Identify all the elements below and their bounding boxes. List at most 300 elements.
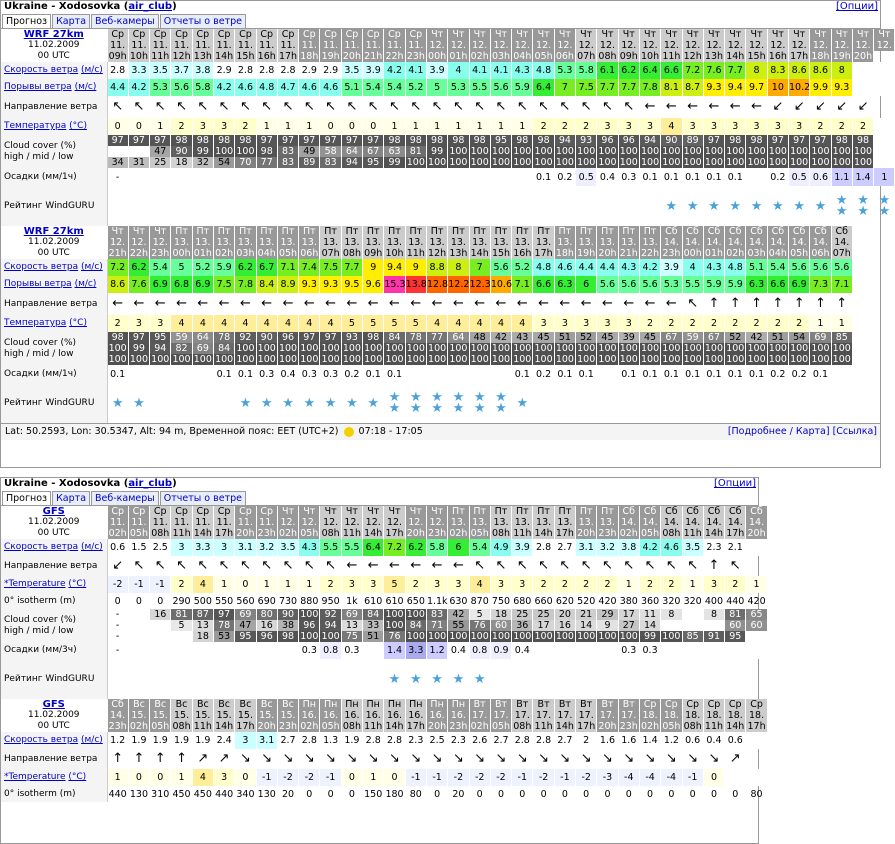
cloud-value-cc_m: 64	[342, 146, 362, 157]
rating-cell	[703, 383, 724, 423]
cloud-value-cc_m: 100	[470, 343, 489, 354]
cloud-cell	[639, 332, 660, 365]
row-label-cloud-cover	[1, 332, 107, 365]
rating-cell	[661, 659, 682, 699]
unit-link[interactable]: (м/с)	[81, 65, 103, 75]
rating-star-icon: ★	[857, 193, 869, 208]
temperature-cell	[746, 769, 767, 786]
cloud-value-cc_l: 75	[342, 631, 362, 642]
cloud-value-cc_h: 97	[129, 332, 149, 343]
wind-direction-cell	[150, 749, 171, 769]
wind-gust-cell: 5.6	[639, 276, 660, 293]
time-cell: 11.	[235, 40, 256, 51]
cloud-value-cc_l: 99	[384, 157, 404, 168]
tab-webcams[interactable]: Веб-камеры	[91, 491, 159, 505]
time-cell: 14.	[810, 237, 831, 248]
wind-gust-cell: 5.3	[448, 79, 469, 96]
wind-speed-cell: 1.9	[150, 732, 171, 749]
temperature-cell: 3	[554, 315, 575, 332]
time-cell: 14.	[107, 710, 128, 721]
rating-cell	[725, 186, 746, 226]
time-cell: 16h	[257, 51, 276, 62]
wind-gust-cell: 5.6	[171, 79, 192, 96]
wind-direction-arrow-icon: ←	[346, 296, 358, 311]
time-cell: 15.	[171, 710, 192, 721]
cloud-value-cc_l: 100	[406, 631, 425, 642]
time-cell: 20h	[406, 528, 425, 539]
wind-direction-cell	[171, 293, 192, 315]
tab-reports[interactable]: Отчеты о ветре	[160, 491, 246, 505]
time-cell: Пт	[597, 506, 618, 517]
time-cell: 17h	[790, 51, 809, 62]
rating-star-icon: ★	[346, 395, 358, 411]
cloud-value-cc_m: 100	[449, 343, 468, 354]
temperature-cell: 0	[107, 118, 128, 135]
isotherm-cell: 560	[235, 593, 256, 609]
time-cell: 13.	[512, 237, 533, 248]
cloud-value-cc_l: 100	[790, 157, 809, 168]
wind-speed-cell: 2.8	[384, 732, 405, 749]
row-isotherm	[1, 786, 767, 802]
model-link[interactable]: GFS	[42, 699, 65, 710]
precipitation-cell: 0.1	[725, 168, 746, 186]
wind-gust-cell: 5.9	[512, 79, 533, 96]
rating-star-icon: ★	[708, 198, 720, 214]
temperature-cell: -4	[639, 769, 660, 786]
wind-direction-arrow-icon: ↖	[623, 558, 635, 573]
wind-gust-cell: 5.6	[597, 276, 618, 293]
cloud-value-cc_h: 100	[385, 609, 404, 620]
time-cell: Чт	[597, 29, 618, 40]
time-cell: 11h	[406, 248, 425, 259]
cloud-value-cc_m: 100	[683, 146, 702, 157]
cloud-value-cc_l: 100	[428, 157, 447, 168]
wind-direction-arrow-icon: ↙	[772, 99, 784, 114]
wind-direction-arrow-icon: ↑	[112, 751, 124, 766]
cloud-value-cc_m: 17	[533, 620, 553, 631]
model-link[interactable]: WRF 27km	[23, 29, 84, 40]
cloud-value-cc_h: 84	[384, 332, 404, 343]
wind-gust-cell: 5.3	[150, 79, 171, 96]
time-cell: Пт	[256, 226, 277, 237]
row-label-text[interactable]: Температура	[4, 121, 67, 131]
time-cell: 14h	[193, 528, 212, 539]
cloud-value-cc_m: 100	[236, 146, 255, 157]
wind-speed-cell: 1.9	[341, 732, 362, 749]
permalink[interactable]: [Ссылка]	[832, 426, 877, 437]
time-cell: Вс	[192, 699, 213, 710]
cloud-value-cc_m: 100	[577, 343, 596, 354]
wind-speed-cell: 7.6	[703, 62, 724, 79]
cloud-value-cc_h: 97	[214, 609, 234, 620]
wind-gust-cell: 9.9	[810, 79, 831, 96]
unit-link[interactable]: (м/с)	[81, 262, 103, 272]
time-cell: 14h	[470, 248, 489, 259]
run-utc: 00 UTC	[37, 528, 70, 538]
time-cell: Чт	[874, 29, 895, 40]
wind-direction-cell	[810, 293, 831, 315]
row-rating	[1, 186, 895, 226]
wind-direction-arrow-icon: ←	[218, 296, 230, 311]
time-cell: Ср	[363, 29, 384, 40]
row-label-text: Направление ветра	[4, 753, 98, 764]
cloud-value-cc_h: 96	[619, 135, 639, 146]
temperature-cell: 2	[831, 118, 852, 135]
wind-direction-arrow-icon: ←	[367, 558, 379, 573]
time-cell: 02h	[300, 721, 319, 732]
unit-link[interactable]: (°C)	[68, 772, 87, 782]
cloud-value-cc_h: 45	[640, 332, 660, 343]
precipitation-cell: 0.3	[341, 642, 362, 659]
wind-direction-cell	[107, 293, 128, 315]
cloud-value-cc_h: 97	[704, 135, 724, 146]
rating-cell	[213, 186, 234, 226]
user-link[interactable]: air_club	[128, 478, 173, 489]
row-label-text[interactable]: *Temperature	[4, 579, 66, 589]
time-cell: 18h	[555, 248, 574, 259]
wind-speed-cell: 6.2	[128, 259, 149, 276]
precipitation-cell	[746, 642, 767, 659]
time-cell: 15.	[235, 710, 256, 721]
time-cell: 17h	[555, 528, 574, 539]
unit-link[interactable]: (м/с)	[74, 279, 97, 289]
precipitation-cell	[682, 642, 703, 659]
temperature-cell: 3	[703, 576, 724, 593]
wind-speed-cell: 3.9	[512, 539, 533, 556]
wind-gust-cell: 7.7	[597, 79, 618, 96]
wind-direction-arrow-icon: ↗	[218, 751, 230, 766]
rating-cell	[597, 383, 618, 423]
wind-speed-cell: 0.6	[682, 732, 703, 749]
cloud-value-cc_h: 97	[108, 135, 128, 146]
wind-direction-cell	[277, 749, 298, 769]
run-date: 11.02.2009	[27, 710, 80, 720]
time-cell: 17h	[215, 528, 234, 539]
precipitation-cell: 1	[874, 168, 895, 186]
details-link[interactable]: [Подробнее / Карта]	[727, 426, 830, 437]
precipitation-cell	[341, 168, 362, 186]
options-link[interactable]: [Опции]	[713, 478, 756, 489]
wind-gust-cell: 4.2	[128, 79, 149, 96]
cloud-value-cc_h: 92	[320, 609, 340, 620]
rating-star-icon: ★	[388, 390, 401, 405]
rating-star-icon: ★	[835, 193, 848, 208]
wind-speed-cell: 7.2	[384, 539, 405, 556]
wind-direction-cell	[831, 96, 852, 118]
time-cell: 17h	[385, 528, 404, 539]
time-cell: 10h	[129, 51, 148, 62]
cloud-value-cc_m: 100	[811, 146, 830, 157]
unit-link[interactable]: (°C)	[69, 318, 87, 328]
wind-direction-cell	[512, 96, 533, 118]
time-cell: Сб	[725, 226, 746, 237]
rating-star-icon: ★	[814, 198, 827, 214]
temperature-cell: 4	[277, 315, 298, 332]
model-link[interactable]: WRF 27km	[23, 226, 84, 237]
time-cell: 01h	[449, 51, 468, 62]
precipitation-cell: 0.4	[448, 642, 469, 659]
wind-direction-cell	[299, 556, 320, 576]
row-label-text[interactable]: Скорость ветра	[4, 65, 79, 75]
cloud-value-cc_h: 77	[427, 332, 447, 343]
time-cell: 20h	[598, 721, 617, 732]
rating-cell	[171, 383, 192, 423]
wind-gust-cell: 8.9	[277, 276, 298, 293]
wind-direction-cell	[725, 749, 746, 769]
isotherm-cell: 440	[213, 786, 234, 802]
time-cell: Пт	[277, 226, 298, 237]
wind-speed-cell: 3.3	[192, 539, 213, 556]
row-label-text[interactable]: Скорость ветра	[4, 735, 79, 745]
rating-star-icon: ★	[452, 390, 465, 405]
wind-speed-cell: 1.9	[192, 732, 213, 749]
time-cell: Чт	[384, 506, 405, 517]
isotherm-cell: 0	[725, 786, 746, 802]
wind-speed-cell: 1.5	[128, 539, 149, 556]
row-label-text[interactable]: Скорость ветра	[4, 262, 79, 272]
wind-direction-arrow-icon: ←	[495, 296, 507, 311]
header-row	[1, 517, 767, 528]
wind-speed-cell: 4.3	[618, 259, 639, 276]
precipitation-cell: 0.2	[789, 365, 810, 383]
unit-link[interactable]: (м/с)	[81, 542, 103, 552]
cloud-value-cc_l: 100	[151, 354, 170, 365]
row-label-text[interactable]: Скорость ветра	[4, 542, 79, 552]
options-link[interactable]: [Опции]	[835, 1, 878, 12]
wind-gust-cell: 4.4	[107, 79, 128, 96]
time-cell: 18h	[811, 51, 830, 62]
time-cell: 02h	[278, 528, 298, 539]
wind-gust-cell: 13.8	[405, 276, 426, 293]
time-cell: 14h	[364, 528, 383, 539]
wind-direction-arrow-icon: ↖	[665, 558, 677, 573]
wind-speed-cell	[746, 539, 767, 556]
wind-direction-arrow-icon: ↖	[516, 558, 528, 573]
unit-link[interactable]: (°C)	[69, 121, 87, 131]
cloud-value-cc_h: 85	[832, 332, 852, 343]
temperature-cell: 3	[213, 769, 234, 786]
temperature-cell: -2	[533, 769, 554, 786]
row-label-text: Рейтинг WindGURU	[4, 673, 95, 684]
time-cell: 11.	[213, 517, 234, 528]
cloud-value-cc_l: 100	[428, 354, 447, 365]
cloud-cell	[192, 332, 213, 365]
time-cell: 23h	[662, 248, 681, 259]
cloud-cell	[363, 609, 384, 642]
wind-direction-arrow-icon: ↘	[452, 751, 464, 766]
wind-speed-cell: 4.8	[725, 259, 746, 276]
time-cell: Пт	[597, 226, 618, 237]
rating-cell	[320, 383, 341, 423]
wind-direction-arrow-icon: ↖	[559, 558, 571, 573]
time-cell: 14.	[703, 517, 724, 528]
wind-direction-cell	[384, 556, 405, 576]
cloud-cell	[597, 609, 618, 642]
tab-reports[interactable]: Отчеты о ветре	[160, 14, 246, 28]
wind-direction-cell	[490, 749, 511, 769]
precipitation-cell	[150, 642, 171, 659]
wind-direction-cell	[277, 96, 298, 118]
row-label-text: Cloud cover (%)	[4, 337, 77, 348]
rating-cell	[235, 659, 256, 699]
wind-direction-arrow-icon: ↘	[431, 751, 443, 766]
cloud-value-cc_h: 59	[683, 332, 703, 343]
cloud-value-cc_m: 100	[257, 343, 276, 354]
forecast-table	[1, 699, 768, 802]
wind-direction-cell	[171, 96, 192, 118]
row-label-temperature	[1, 769, 107, 786]
wind-gust-cell: 6.6	[533, 276, 554, 293]
time-cell: 13.	[554, 237, 575, 248]
precipitation-cell	[426, 365, 447, 383]
wind-gust-cell: 6.6	[767, 276, 788, 293]
rating-cell	[192, 186, 213, 226]
wind-gust-cell: 8.4	[256, 276, 277, 293]
time-cell: Чт	[426, 29, 447, 40]
wind-direction-cell	[192, 293, 213, 315]
time-cell: Пт	[341, 226, 362, 237]
cloud-value-cc_m: 100	[598, 146, 617, 157]
cloud-value-cc_m: 100	[215, 146, 234, 157]
time-cell: 23h	[151, 248, 170, 259]
row-wind-direction	[1, 556, 767, 576]
time-cell: 14.	[746, 237, 767, 248]
rating-cell	[150, 186, 171, 226]
cloud-value-cc_l: 100	[598, 157, 617, 168]
rating-cell	[490, 383, 511, 423]
time-cell: Чт	[107, 226, 128, 237]
wind-direction-arrow-icon: ↘	[474, 751, 486, 766]
tab-forecast[interactable]: Прогноз	[2, 14, 51, 28]
time-cell: 12h	[172, 51, 191, 62]
cloud-value-cc_m: 100	[428, 343, 447, 354]
row-label-wind-speed	[1, 732, 107, 749]
temperature-cell: 3	[639, 118, 660, 135]
row-label-wind-gust	[1, 276, 107, 293]
precipitation-cell: 0.3	[299, 365, 320, 383]
time-cell: 12.	[554, 40, 575, 51]
cloud-value-cc_m: 100	[470, 146, 489, 157]
cloud-value-cc_l: 100	[513, 157, 532, 168]
temperature-cell: 1	[512, 118, 533, 135]
cloud-value-cc_m: 55	[448, 620, 468, 631]
cloud-value-cc_m: 71	[427, 620, 447, 631]
unit-link[interactable]: (°C)	[68, 579, 87, 589]
time-cell: 12.	[299, 517, 320, 528]
rating-cell	[150, 383, 171, 423]
precipitation-cell	[363, 168, 384, 186]
temperature-cell: 5	[341, 315, 362, 332]
tab-map[interactable]: Карта	[52, 491, 90, 505]
cloud-value-cc_m: 100	[853, 146, 873, 157]
time-cell: Пт	[554, 226, 575, 237]
cloud-cell	[405, 135, 426, 168]
tab-webcams[interactable]: Веб-камеры	[91, 14, 159, 28]
cloud-value-cc_m: 100	[513, 343, 532, 354]
precipitation-cell: 0.2	[554, 168, 575, 186]
cloud-value-cc_h: 69	[810, 332, 830, 343]
cloud-cell	[490, 332, 511, 365]
cloud-cell	[405, 609, 426, 642]
forecast-table	[1, 29, 895, 226]
rating-cell	[299, 383, 320, 423]
time-cell: Чт	[448, 29, 469, 40]
wind-speed-cell: 1.6	[618, 732, 639, 749]
user-link[interactable]: air_club	[128, 1, 173, 12]
cloud-cell	[554, 135, 575, 168]
temperature-cell: 4	[469, 315, 490, 332]
cloud-value-cc_l: 91	[704, 631, 724, 642]
time-cell: Сб	[810, 226, 831, 237]
wind-direction-arrow-icon: ←	[176, 296, 187, 311]
row-label-text[interactable]: *Temperature	[4, 772, 66, 782]
wind-speed-cell: 4	[682, 259, 703, 276]
rating-star-icon: ★	[750, 198, 763, 214]
cloud-value-cc_h: 96	[278, 332, 298, 343]
wind-direction-arrow-icon: ↑	[729, 296, 741, 311]
cloud-cell	[639, 609, 660, 642]
temperature-cell: -1	[554, 769, 575, 786]
cloud-value-cc_l: 100	[491, 631, 511, 642]
time-cell: Вт	[597, 699, 618, 710]
cloud-value-cc_l: 100	[449, 631, 468, 642]
cloud-value-cc_l: 100	[811, 354, 830, 365]
row-label-text[interactable]: Температура	[4, 318, 67, 328]
precipitation-cell	[576, 642, 597, 659]
wind-direction-arrow-icon: ←	[389, 296, 400, 311]
temperature-cell: 5	[384, 576, 405, 593]
temperature-cell: 1	[469, 118, 490, 135]
model-link[interactable]: GFS	[42, 506, 65, 517]
isotherm-cell: 0	[469, 786, 490, 802]
wind-direction-cell	[682, 293, 703, 315]
cloud-value-cc_l: 99	[640, 631, 660, 642]
tab-forecast[interactable]: Прогноз	[2, 491, 51, 505]
wind-speed-cell: 4.1	[469, 62, 490, 79]
rating-cell	[554, 186, 575, 226]
wind-direction-arrow-icon: ←	[729, 99, 741, 114]
cloud-value-cc_h: 59	[171, 332, 191, 343]
row-label-text[interactable]: Порывы ветра	[4, 279, 72, 289]
cloud-cell	[661, 332, 682, 365]
temperature-cell: 1	[831, 315, 852, 332]
rating-cell	[533, 383, 554, 423]
wind-speed-cell: 2.7	[277, 732, 298, 749]
cloud-value-cc_l: 100	[768, 157, 787, 168]
time-cell: 15h	[236, 51, 255, 62]
time-cell: 11.	[384, 40, 405, 51]
wind-speed-cell: 5.9	[213, 259, 234, 276]
precipitation-cell: 0.5	[576, 168, 597, 186]
time-cell: 06h	[811, 248, 830, 259]
wind-gust-cell: 5.9	[703, 276, 724, 293]
unit-link[interactable]: (м/с)	[81, 735, 103, 745]
time-cell: 04h	[513, 51, 532, 62]
wind-direction-cell	[661, 749, 682, 769]
wind-direction-arrow-icon: ↘	[580, 751, 592, 766]
wind-speed-cell: 2.5	[426, 732, 447, 749]
time-cell: 17.	[597, 710, 618, 721]
tab-map[interactable]: Карта	[52, 14, 90, 28]
time-cell: 09h	[619, 51, 638, 62]
wind-direction-arrow-icon: ↑	[708, 558, 720, 573]
time-cell: 14h	[215, 721, 234, 732]
isotherm-cell: 690	[256, 593, 277, 609]
unit-link[interactable]: (м/с)	[74, 82, 97, 92]
row-label-text[interactable]: Порывы ветра	[4, 82, 72, 92]
cloud-value-cc_h	[683, 609, 703, 620]
time-cell: 13.	[597, 517, 618, 528]
